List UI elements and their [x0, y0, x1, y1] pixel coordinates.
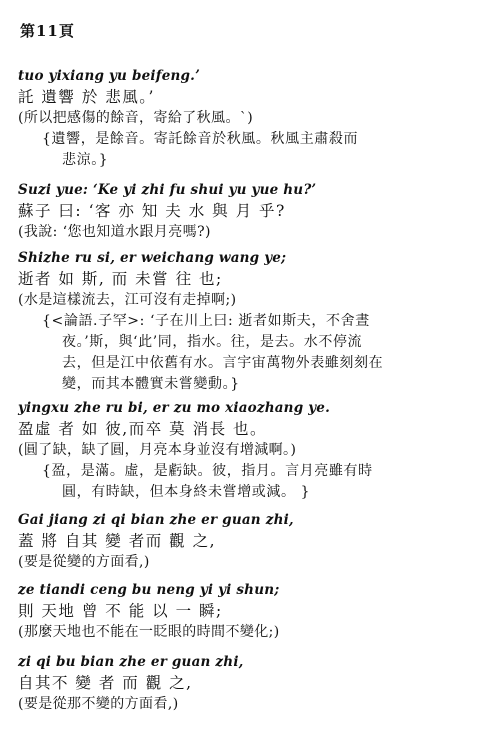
passage-section — [18, 580, 488, 643]
gloss-line: (要是從變的方面看,) — [18, 554, 150, 570]
page-label: 第11頁 — [20, 22, 75, 40]
gloss-line: (那麼天地也不能在一眨眼的時間不變化;) — [18, 624, 280, 640]
hanzi-line: 則 天地 曾 不 能 以 一 瞬; — [18, 602, 223, 620]
pinyin-line: ze tiandi ceng bu neng yi yi shun; — [18, 582, 280, 598]
pinyin-line: Gai jiang zi qi bian zhe er guan zhi, — [18, 512, 294, 528]
gloss-line: (要是從那不變的方面看,) — [18, 696, 179, 712]
passage-section — [18, 66, 488, 171]
passage-section — [18, 398, 488, 503]
hanzi-line: 蓋 將 自其 變 者而 觀 之, — [18, 532, 216, 550]
note-line: {遺響，是餘音。寄託餘音於秋風。秋風主肅殺而 — [42, 131, 359, 147]
note-line: {盈，是滿。虛，是虧缺。彼，指月。言月亮雖有時 — [42, 463, 373, 479]
hanzi-line: 蘇子 曰: ‘客 亦 知 夫 水 與 月 乎? — [18, 202, 286, 220]
note-line: {<論語.子罕>: ‘子在川上曰: 逝者如斯夫，不舍晝 — [42, 313, 370, 329]
gloss-line: (圓了缺，缺了圓，月亮本身並沒有增減啊。) — [18, 442, 297, 458]
note-line: 圓，有時缺，但本身終未嘗增或減。 } — [62, 484, 311, 500]
passage-section — [18, 248, 488, 395]
gloss-line: (水是這樣流去，江可沒有走掉啊;) — [18, 292, 237, 308]
passage-section — [18, 180, 488, 243]
hanzi-line: 自其不 變 者 而 觀 之, — [18, 674, 193, 692]
note-line: 夜。’斯，與‘此’同，指水。往，是去。水不停流 — [62, 334, 363, 350]
pinyin-line: Suzi yue: ‘Ke yi zhi fu shui yu yue hu?’ — [18, 182, 317, 198]
hanzi-line: 逝者 如 斯, 而 未嘗 往 也; — [18, 270, 223, 288]
pinyin-line: zi qi bu bian zhe er guan zhi, — [18, 654, 244, 670]
pinyin-line: tuo yixiang yu beifeng.’ — [18, 68, 200, 84]
gloss-line: (我說: ‘您也知道水跟月亮嗎?) — [18, 224, 211, 240]
pinyin-line: yingxu zhe ru bi, er zu mo xiaozhang ye. — [18, 400, 330, 416]
note-line: 去，但是江中依舊有水。言宇宙萬物外表雖刻刻在 — [62, 355, 384, 371]
note-line: 變，而其本體實未嘗變動。} — [62, 376, 240, 392]
passage-section — [18, 652, 488, 715]
gloss-line: (所以把感傷的餘音，寄給了秋風。`) — [18, 110, 254, 126]
pinyin-line: Shizhe ru si, er weichang wang ye; — [18, 250, 287, 266]
hanzi-line: 託 遺響 於 悲風。’ — [18, 88, 155, 106]
passage-section — [18, 510, 488, 573]
note-line: 悲涼。} — [62, 152, 109, 168]
hanzi-line: 盈虛 者 如 彼,而卒 莫 消長 也。 — [18, 420, 267, 438]
